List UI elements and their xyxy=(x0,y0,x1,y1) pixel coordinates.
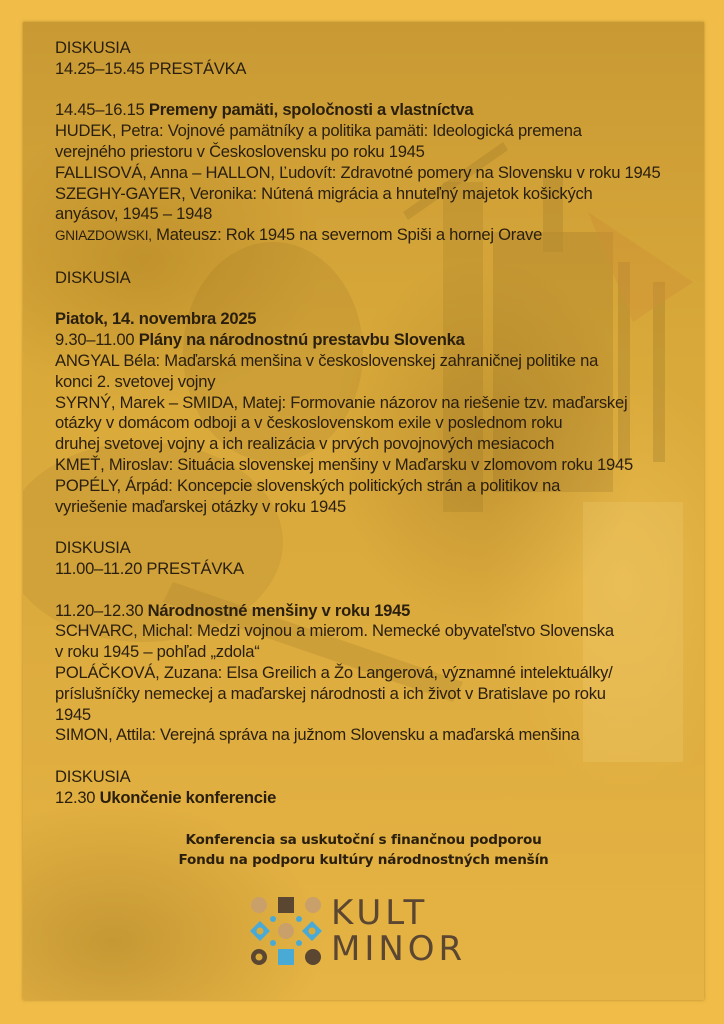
talk-line: HUDEK, Petra: Vojnové pamätníky a politika pamäti: Ideologická premena xyxy=(55,121,582,141)
discussion-label: DISKUSIA xyxy=(55,538,131,558)
session-time: 14.45–16.15 xyxy=(55,100,145,120)
logo-mark xyxy=(278,949,294,965)
talk-line: SZEGHY-GAYER, Veronika: Nútená migrácia a hnuteľný majetok košických xyxy=(55,183,593,203)
talk-line: KMEŤ, Miroslav: Situácia slovenskej menšiny v Maďarsku v zlomovom roku 1945 xyxy=(55,454,633,474)
talk-line: POPÉLY, Árpád: Koncepcie slovenských politických strán a politikov na xyxy=(55,475,561,495)
talk-line: SYRNÝ, Marek – SMIDA, Matej: Formovanie názorov na riešenie tzv. maďarskej xyxy=(55,392,628,412)
day-heading: Piatok, 14. novembra 2025 xyxy=(55,309,257,329)
discussion-label: DISKUSIA xyxy=(55,267,131,287)
logo-mark xyxy=(278,923,294,939)
logo-mark xyxy=(305,897,321,913)
session-time: 11.20–12.30 xyxy=(55,600,144,620)
logo-line: KULT xyxy=(331,893,429,933)
kultminor-logo-icon xyxy=(249,895,325,967)
talk-line: v roku 1945 – pohľad „zdola“ xyxy=(55,642,260,662)
session-title: Národnostné menšiny v roku 1945 xyxy=(147,600,411,620)
sponsor-line: Konferencia sa uskutoční s finančnou podporou xyxy=(185,832,542,848)
speaker-name: GNIAZDOWSKI, xyxy=(55,228,152,244)
talk-line: FALLISOVÁ, Anna – HALLON, Ľudovít: Zdravotné pomery na Slovensku v roku 1945 xyxy=(55,162,661,182)
discussion-label: DISKUSIA xyxy=(55,38,131,57)
logo-mark xyxy=(305,949,321,965)
sponsor-line: Fondu na podporu kultúry národnostných menšín xyxy=(178,852,549,868)
session-title: Premeny pamäti, spoločnosti a vlastníctva xyxy=(148,100,474,120)
logo-mark xyxy=(296,940,302,946)
talk-line: konci 2. svetovej vojny xyxy=(55,371,216,391)
session-time: 9.30–11.00 xyxy=(55,330,135,350)
session-heading xyxy=(55,330,695,351)
discussion-label: DISKUSIA xyxy=(55,766,131,786)
session-heading xyxy=(55,601,695,622)
talk-line: SIMON, Attila: Verejná správa na južnom Slovensku a maďarská menšina xyxy=(55,725,580,745)
logo-mark xyxy=(278,897,294,913)
talk-line: SCHVARC, Michal: Medzi vojnou a mierom. Nemecké obyvateľstvo Slovenska xyxy=(55,621,614,641)
logo-line: MINOR xyxy=(331,929,467,969)
break-label: 14.25–15.45 PRESTÁVKA xyxy=(55,58,247,78)
talk-line: POLÁČKOVÁ, Zuzana: Elsa Greilich a Žo Langerová, významné intelektuálky/ xyxy=(55,662,613,682)
logo-mark xyxy=(309,928,316,935)
talk-line xyxy=(55,225,695,247)
logo-mark xyxy=(296,916,302,922)
talk-title: Mateusz: Rok 1945 na severnom Spiši a hornej Orave xyxy=(151,225,543,245)
session-heading xyxy=(55,100,695,121)
program-text xyxy=(55,38,695,808)
closing-time: 12.30 xyxy=(55,787,96,807)
closing-heading xyxy=(55,788,695,809)
closing-title: Ukončenie konferencie xyxy=(99,787,277,807)
logo-mark xyxy=(270,916,276,922)
talk-line: anyásov, 1945 – 1948 xyxy=(55,204,213,224)
talk-line: vyriešenie maďarskej otázky v roku 1945 xyxy=(55,496,346,516)
session-title: Plány na národnostnú prestavbu Slovenka xyxy=(138,330,465,350)
kultminor-logo xyxy=(249,895,489,967)
logo-mark xyxy=(257,928,264,935)
logo-wordmark xyxy=(331,895,466,967)
talk-line: ANGYAL Béla: Maďarská menšina v československej zahraničnej politike na xyxy=(55,350,599,370)
talk-line: otázky v domácom odboji a v československom exile v poslednom roku xyxy=(55,413,563,433)
program-panel xyxy=(23,22,704,1000)
sponsor-note xyxy=(23,830,704,870)
logo-mark xyxy=(256,954,263,961)
talk-line: príslušníčky nemeckej a maďarskej národnosti a ich život v Bratislave po roku xyxy=(55,683,606,703)
talk-line: 1945 xyxy=(55,704,91,724)
talk-line: druhej svetovej vojny a ich realizácia v prvých povojnových mesiacoch xyxy=(55,434,555,454)
logo-mark xyxy=(251,897,267,913)
break-label: 11.00–11.20 PRESTÁVKA xyxy=(55,558,244,578)
talk-line: verejného priestoru v Československu po roku 1945 xyxy=(55,141,425,161)
logo-mark xyxy=(270,940,276,946)
